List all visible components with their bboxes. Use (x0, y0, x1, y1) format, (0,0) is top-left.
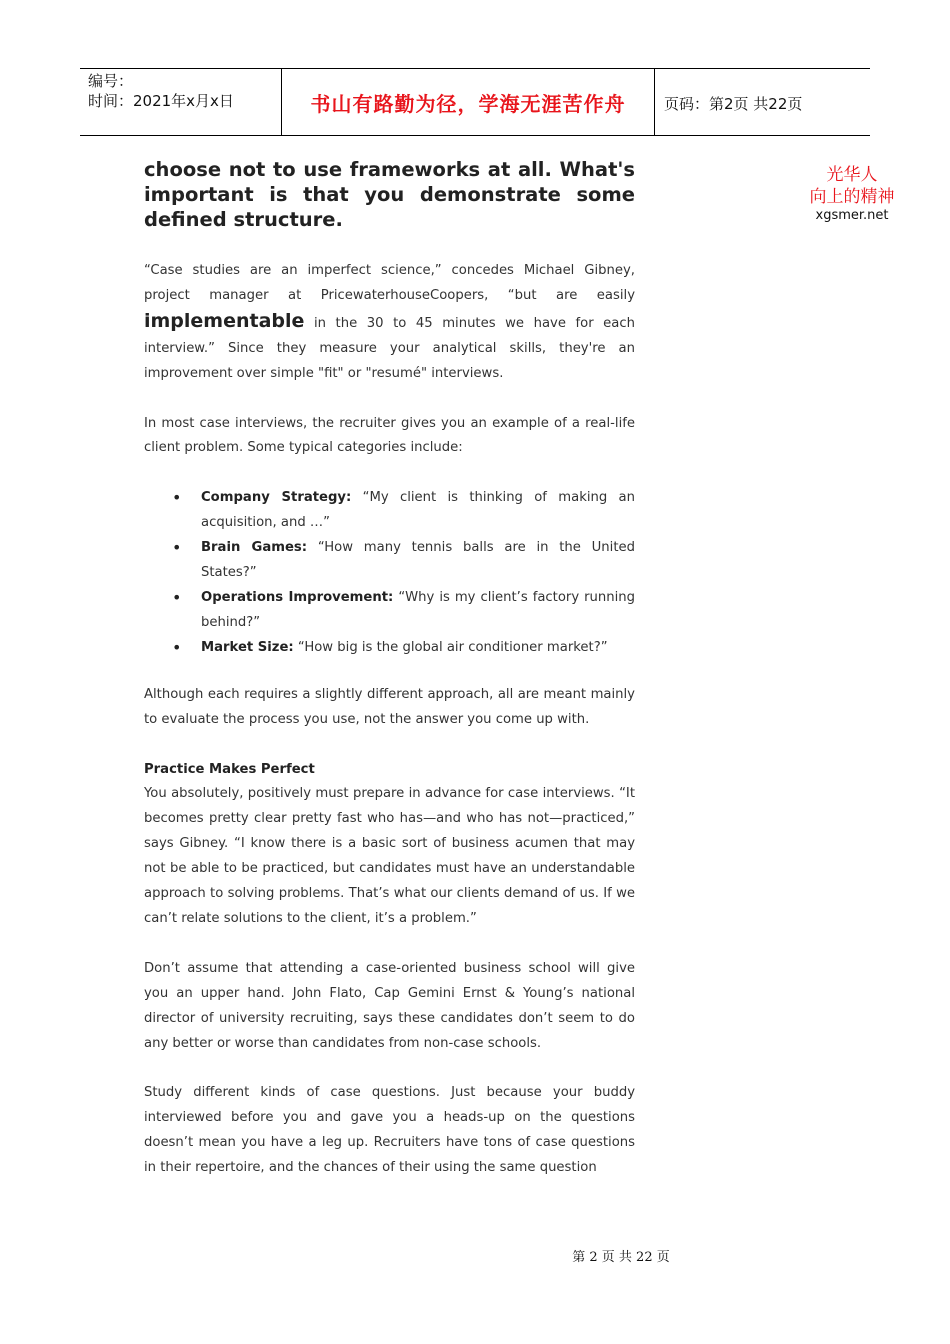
stamp-line-1: 光华人 (826, 165, 878, 185)
header-motto: 书山有路勤为径，学海无涯苦作舟 (310, 92, 626, 116)
list-item (144, 536, 635, 586)
bullet-icon: • (172, 587, 182, 607)
bullet-icon: • (172, 637, 182, 657)
page-header (80, 68, 870, 136)
para1-pre: “Case studies are an imperfect science,” concedes Michael Gibney, project manager at PricewaterhouseCoopers, “but are easily (144, 263, 635, 303)
category-label: Operations Improvement: (201, 589, 394, 605)
site-stamp (796, 164, 908, 224)
list-item (144, 486, 635, 536)
header-bottom-rule (80, 135, 870, 136)
paragraph-approach: Although each requires a slightly different approach, all are meant mainly to evaluate the process you use, not the answer you come up with. (144, 686, 635, 727)
paragraph-practice: You absolutely, positively must prepare in advance for case interviews. “It becomes pretty clear pretty fast who has—and who has not—practiced,” says Gibney. “I know there is a basic sort of business acumen that may not be able to be practiced, but candidates must have an understandable approach to solving problems. That’s what our clients demand of us. If we can’t relate solutions to the client, it’s a problem.” (144, 786, 635, 926)
section-heading: Practice Makes Perfect (144, 761, 315, 777)
header-date-label: 时间：2021年x月x日 (88, 92, 234, 110)
paragraph-study-cases: Study different kinds of case questions. Just because your buddy interviewed before you and gave you a heads-up on the questions doesn’t mean you have a leg up. Recruiters have tons of case questions in their repertoire, and the chances of their using the same question (144, 1085, 635, 1176)
header-divider-right (654, 68, 655, 136)
stamp-line-2: 向上的精神 (809, 187, 895, 207)
paragraph-case-studies (144, 259, 635, 387)
para1-emphasis: implementable (144, 309, 305, 332)
category-text: “Why is my client’s factory running behind?” (201, 589, 636, 630)
para1-post: in the 30 to 45 minutes we have for each interview.” Since they measure your analytical skills, they're an improvement over simple "fit" or "resumé" interviews. (144, 315, 635, 381)
header-meta (88, 71, 234, 111)
bullet-icon: • (172, 488, 182, 508)
lead-paragraph: choose not to use frameworks at all. What's important is that you demonstrate some defined structure. (144, 158, 635, 231)
list-item (144, 636, 635, 661)
list-item (144, 586, 635, 636)
bullet-icon: • (172, 538, 182, 558)
header-page-info: 页码：第2页 共22页 (664, 95, 803, 113)
header-number-label: 编号： (88, 72, 134, 90)
stamp-site: xgsmer.net (815, 208, 889, 223)
paragraph-business-school: Don’t assume that attending a case-oriented business school will give you an upper hand. John Flato, Cap Gemini Ernst & Young’s national director of university recruiting, says these candidates don’t seem to do any better or worse than candidates from non-case schools. (144, 960, 635, 1051)
category-text: “How many tennis balls are in the United States?” (201, 540, 635, 581)
header-top-rule (80, 68, 870, 69)
paragraph-intro-categories: In most case interviews, the recruiter gives you an example of a real-life client problem. Some typical categories include: (144, 415, 635, 456)
category-label: Company Strategy: (201, 490, 352, 506)
category-text: “How big is the global air conditioner market?” (293, 639, 608, 655)
category-label: Brain Games: (201, 540, 308, 556)
category-text: “My client is thinking of making an acquisition, and …” (201, 490, 635, 531)
document-body (144, 157, 635, 1181)
category-list (144, 486, 635, 660)
category-label: Market Size: (201, 639, 294, 655)
page-footer: 第 2 页 共 22 页 (572, 1250, 670, 1265)
